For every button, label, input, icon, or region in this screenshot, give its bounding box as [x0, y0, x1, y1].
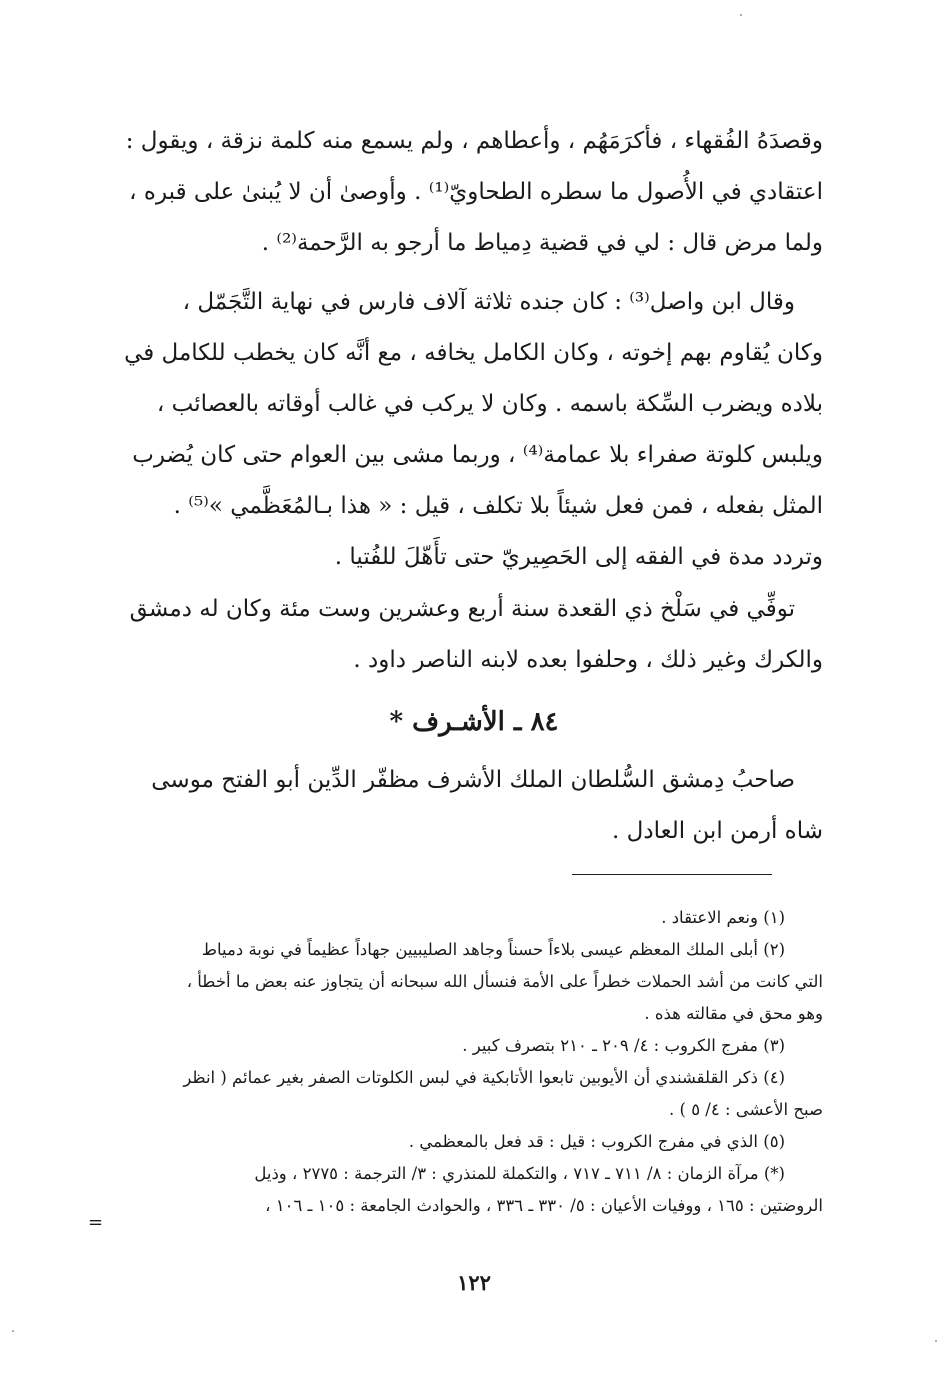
footnote-line: (٤) ذكر القلقشندي أن الأيوبين تابعوا الأتابكية في لبس الكلوتات الصفر بغير عمائم ( انظر — [183, 1068, 785, 1087]
text-line: شاه أرمن ابن العادل . — [612, 818, 823, 844]
text-line: ولما مرض قال : لي في قضية دِمياط ما أرجو به الرَّحمة⁽²⁾ . — [261, 230, 823, 256]
text-line: بلاده ويضرب السِّكة باسمه . وكان لا يركب في غالب أوقاته بالعصائب ، — [156, 391, 823, 417]
text-line: المثل بفعله ، فمن فعل شيئاً بلا تكلف ، قيل : « هذا بـالمُعَظَّمي »⁽⁵⁾ . — [173, 493, 823, 519]
footnote-line: (١) ونعم الاعتقاد . — [661, 908, 785, 927]
footnote-line: وهو محق في مقالته هذه . — [644, 1004, 823, 1023]
paragraph-3 — [129, 584, 823, 686]
text-line: توفِّي في سَلْخ ذي القعدة سنة أربع وعشرين وست مئة وكان له دمشق — [129, 596, 795, 622]
text-line: وقال ابن واصل⁽³⁾ : كان جنده ثلاثة آلاف فارس في نهاية التَّجَمّل ، — [182, 289, 795, 315]
text-line: والكرك وغير ذلك ، وحلفوا بعده لابنه الناصر داود . — [353, 647, 823, 673]
bio-paragraph — [151, 755, 823, 857]
footnotes — [161, 902, 823, 1222]
paragraph-1 — [125, 116, 823, 269]
text-line: وتردد مدة في الفقه إلى الحَصِيريّ حتى تأَهّلَ للفُتيا . — [334, 544, 823, 570]
page-number: ١٢٢ — [457, 1270, 491, 1295]
text-line: وقصدَهُ الفُقهاء ، فأكرَمَهُم ، وأعطاهم ، ولم يسمع منه كلمة نزقة ، ويقول : — [125, 128, 823, 154]
paragraph-2 — [124, 277, 823, 583]
footnote-line: (٣) مفرج الكروب : ٤/ ٢٠٩ ـ ٢١٠ بتصرف كبير . — [462, 1036, 785, 1055]
scan-speck — [12, 1330, 14, 1332]
text-line: ويلبس كلوتة صفراء بلا عمامة⁽⁴⁾ ، وربما مشى بين العوام حتى كان يُضرب — [132, 442, 823, 468]
footnote-line: صبح الأعشى : ٤/ ٥ ) . — [669, 1100, 823, 1119]
text-line: وكان يُقاوم بهم إخوته ، وكان الكامل يخافه ، مع أنَّه كان يخطب للكامل في — [124, 340, 823, 366]
scan-speck — [740, 14, 742, 16]
footnote-line: (٥) الذي في مفرج الكروب : قيل : قد فعل بالمعظمي . — [408, 1132, 785, 1151]
footnote-divider — [572, 874, 772, 875]
continuation-mark: = — [88, 1212, 104, 1233]
entry-heading: ٨٤ ـ الأشـرف * — [389, 707, 559, 737]
text-line: صاحبُ دِمشق السُّلطان الملك الأشرف مظفّر الدِّين أبو الفتح موسى — [151, 767, 795, 793]
text-line: اعتقادي في الأُصول ما سطره الطحاويّ⁽¹⁾ . وأوصىٰ أن لا يُبنىٰ على قبره ، — [129, 179, 823, 205]
footnote-line: (٢) أبلى الملك المعظم عيسى بلاءاً حسناً وجاهد الصليبيين جهاداً عظيماً في نوبة دمياط — [201, 940, 785, 959]
scan-speck — [935, 1340, 937, 1342]
footnote-line: الروضتين : ١٦٥ ، ووفيات الأعيان : ٥/ ٣٣٠ ـ ٣٣٦ ، والحوادث الجامعة : ١٠٥ ـ ١٠٦ ، — [265, 1196, 823, 1215]
footnote-line: (*) مرآة الزمان : ٨/ ٧١١ ـ ٧١٧ ، والتكملة للمنذري : ٣/ الترجمة : ٢٧٧٥ ، وذيل — [254, 1164, 785, 1183]
footnote-line: التي كانت من أشد الحملات خطراً على الأمة فنسأل الله سبحانه أن يتجاوز عنه بعض ما أخطأ ، — [186, 972, 823, 991]
